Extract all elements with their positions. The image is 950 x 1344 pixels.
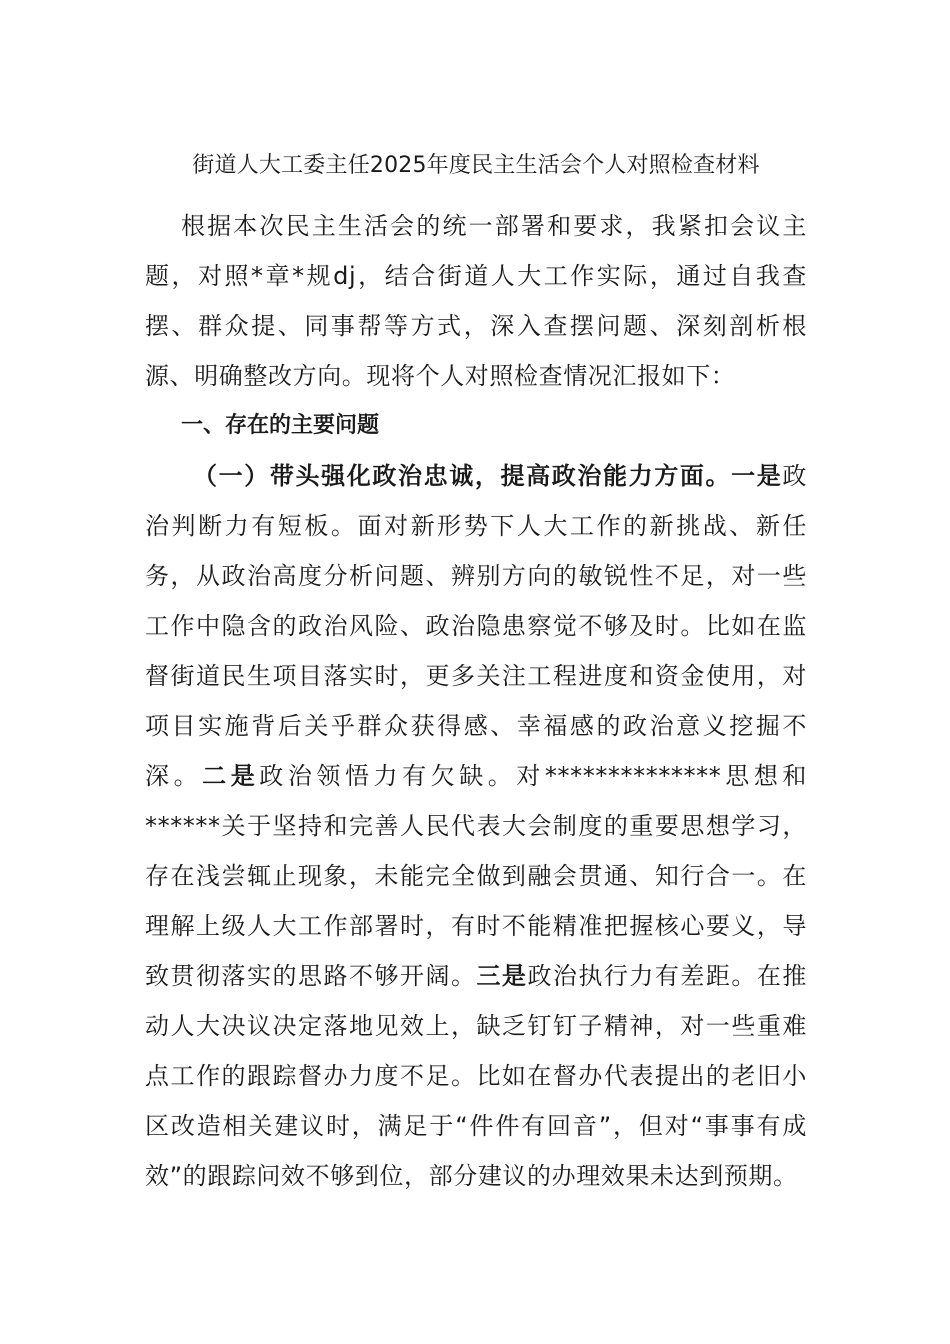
subsection-paragraph-political-ability <box>145 451 807 1201</box>
point-text-1: 政治判断力有短板。面对新形势下人大工作的新挑战、新任务，从政治高度分析问题、辨别方向的敏锐性不足，对一些工作中隐含的政治风险、政治隐患察觉不够及时。比如在监督街道民生项目落实时，更多关注工程进度和资金使用，对项目实施背后关乎群众获得感、幸福感的政治意义挖掘不深。 <box>145 462 808 790</box>
document-body <box>145 148 807 1201</box>
intro-paragraph: 根据本次民主生活会的统一部署和要求，我紧扣会议主题，对照*章*规dj，结合街道人大工作实际，通过自我查摆、群众提、同事帮等方式，深入查摆问题、深刻剖析根源、明确整改方向。现将个人对照检查情况汇报如下： <box>145 212 807 390</box>
subsection-heading: （一）带头强化政治忠诚，提高政治能力方面。 <box>193 462 732 490</box>
section-heading-main-problems: 一、存在的主要问题 <box>181 413 380 438</box>
point-text-2: 政治领悟力有欠缺。对**************思想和******关于坚持和完善人民代表大会制度的重要思想学习，存在浅尝辄止现象，未能完全做到融会贯通、知行合一。在理解上级人大工作部署时，有时不能精准把握核心要义，导致贯彻落实的思路不够开阔。 <box>145 762 808 990</box>
point-text-3: 政治执行力有差距。在推动人大决议决定落地见效上，缺乏钉钉子精神，对一些重难点工作的跟踪督办力度不足。比如在督办代表提出的老旧小区改造相关建议时，满足于“件件有回音”，但对“事事有成效”的跟踪问效不够到位，部分建议的办理效果未达到预期。 <box>145 962 807 1190</box>
point-label-1: 一是 <box>731 462 783 490</box>
point-label-2: 二是 <box>202 762 260 790</box>
document-title: 街道人大工委主任2025年度民主生活会个人对照检查材料 <box>192 153 760 178</box>
point-label-3: 三是 <box>476 962 528 990</box>
